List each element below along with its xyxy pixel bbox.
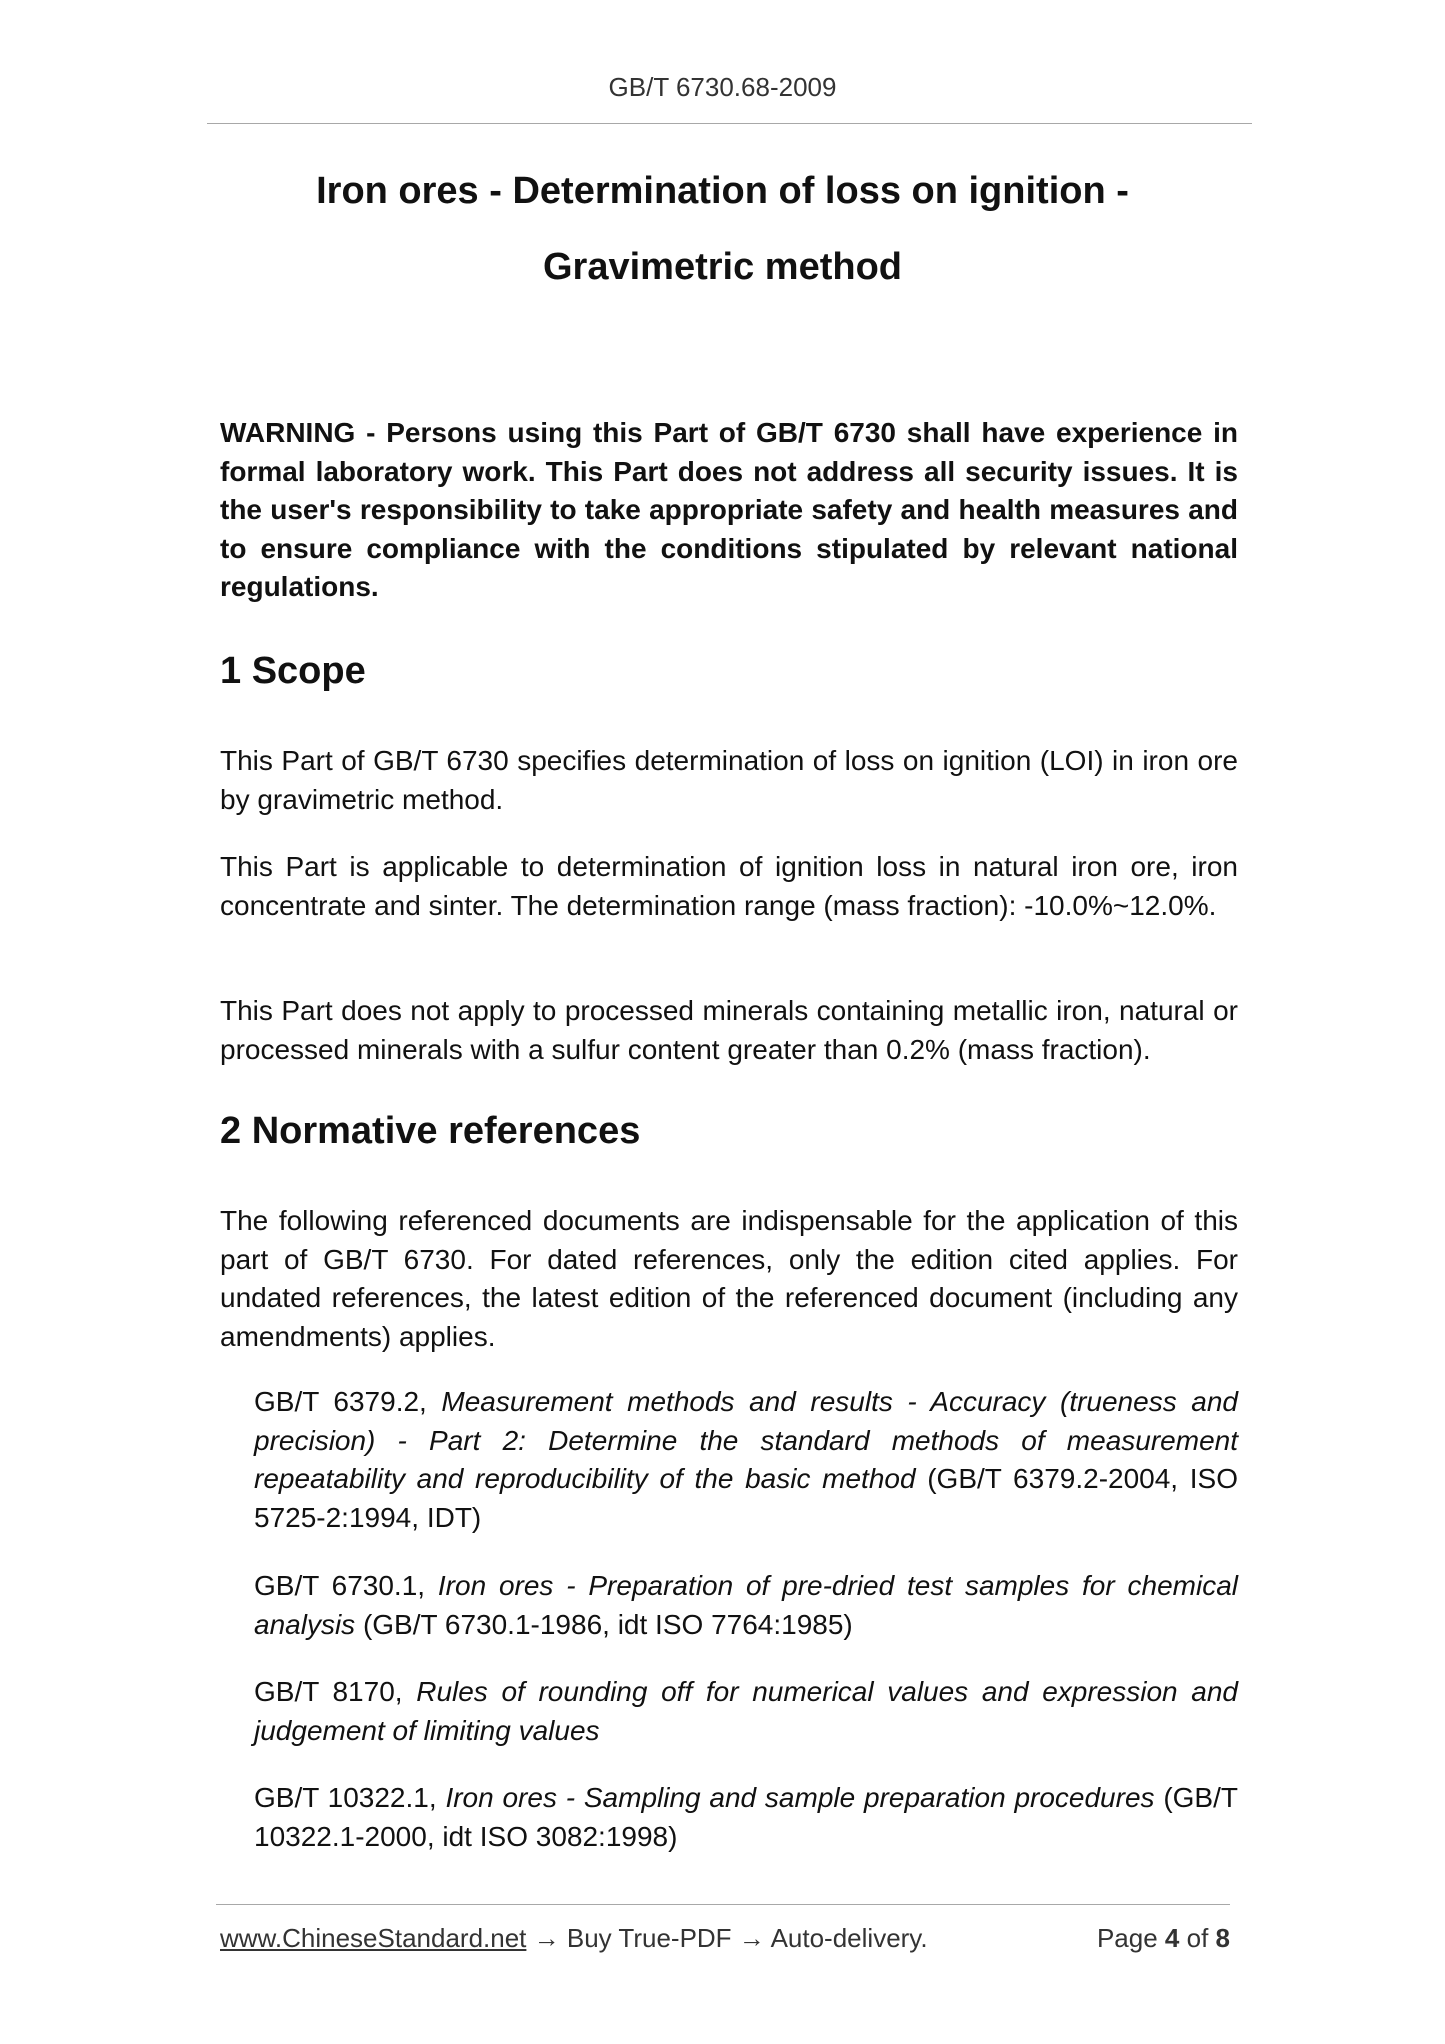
reference-code: GB/T 6379.2, [254,1386,442,1417]
total-pages: 8 [1215,1923,1230,1953]
page-footer [220,1923,1230,1959]
reference-item [254,1673,1238,1750]
warning-paragraph: WARNING - Persons using this Part of GB/T 6730 shall have experience in formal laboratory work. This Part does not address all security issues. It is the user's responsibility to take appropriate safety and health measures and to ensure compliance with the conditions stipulated by relevant national regulations. [220,417,1238,602]
page-of-label: of [1179,1923,1216,1953]
section-heading-scope: 1 Scope [220,650,366,692]
current-page: 4 [1164,1923,1180,1953]
reference-item [254,1779,1238,1856]
header-divider [207,123,1252,124]
page-label: Page [1096,1923,1165,1953]
document-title-line-1: Iron ores - Determination of loss on ignition - [316,170,1129,212]
website-link[interactable]: www.ChineseStandard.net [220,1923,527,1953]
scope-paragraph: This Part is applicable to determination of ignition loss in natural iron ore, iron concentrate and sinter. The determination range (mass fraction): -10.0%~12.0%. [220,851,1238,921]
document-title-line-2: Gravimetric method [543,246,902,288]
section-heading-normative-references: 2 Normative references [220,1110,641,1152]
reference-code: GB/T 6730.1, [254,1570,438,1601]
footer-divider [216,1904,1230,1905]
reference-suffix: (GB/T 6730.1-1986, idt ISO 7764:1985) [355,1608,853,1640]
reference-item [254,1383,1238,1537]
reference-suffix: (GB/T 10322.1-2000, idt ISO 3082:1998) [254,1782,1238,1852]
scope-paragraph: This Part does not apply to processed minerals containing metallic iron, natural or processed minerals with a sulfur content greater than 0.2% (mass fraction). [220,995,1238,1065]
scope-paragraph: This Part of GB/T 6730 specifies determination of loss on ignition (LOI) in iron ore by gravimetric method. [220,745,1238,815]
running-header: GB/T 6730.68-2009 [608,72,837,102]
references-intro-paragraph: The following referenced documents are indispensable for the application of this part of GB/T 6730. For dated references, only the edition cited applies. For undated references, the latest edition of the referenced document (including any amendments) applies. [220,1205,1238,1352]
footer-tagline: → Buy True-PDF → Auto-delivery. [526,1923,928,1953]
reference-suffix: (GB/T 6379.2-2004, ISO 5725-2:1994, IDT) [254,1463,1239,1533]
reference-item [254,1567,1238,1644]
reference-code: GB/T 10322.1, [254,1782,446,1813]
reference-title: Iron ores - Preparation of pre-dried test samples for chemical analysis [254,1570,1238,1640]
footer-promo [220,1923,928,1954]
reference-title: Measurement methods and results - Accuracy (trueness and precision) - Part 2: Determine the standard methods of measurement repeatability and reproducibility of the basic method [254,1386,1238,1494]
reference-code: GB/T 8170, [254,1676,417,1707]
page-number [1097,1923,1230,1954]
reference-title: Rules of rounding off for numerical values and expression and judgement of limiting values [254,1676,1238,1746]
reference-title: Iron ores - Sampling and sample preparation procedures [445,1782,1155,1813]
